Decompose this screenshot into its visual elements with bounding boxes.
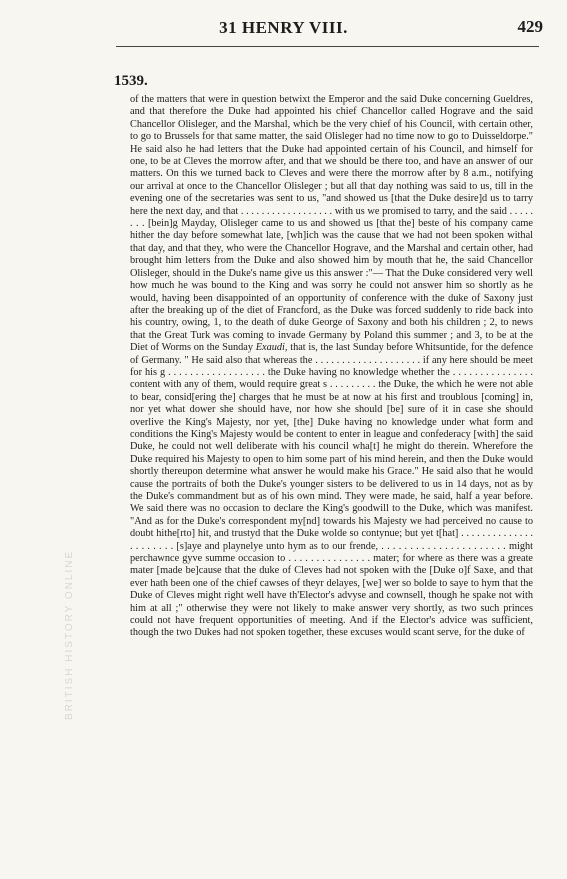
page-header (0, 14, 567, 44)
margin-year: 1539. (114, 73, 148, 89)
watermark: BRITISH HISTORY ONLINE (64, 549, 75, 721)
body-text-part-1: of the matters that were in question betwixt the Emperor and the said Duke concerning Gueldres, and that therefore the Duke had appointed his chief Chancellor called Hograve and the said Chancellor Olisleger, and the Marshal, which be the very chief of his Council, with certain other, to go to Brussels for that same matter, the said Olisleger had no time now to go to Duisseldorpe." He said also he had letters that the Duke had appointed certain of his Council, and himself for one, to be at Cleves the morrow after, and that we should be there too, and have an answer of our matters. On this we turned back to Cleves and were there the morrow after by 8 a.m., notifying our arrival at once to the Chancellor Olisleger ; but all that day nothing was said to us, till in the evening one of the secretaries was sent to us, "and showed us [that the Duke desire]d us to tarry here the next day, and that . . . . . . . . . . . . . . . . . . with us we promised to tarry, and the said . . . . . . . . [bein]g Mayday, Olisleger came to us and showed us [that the] beste of his company came hither the day before somewhat late, [wh]ich was the cause that we had not been spoken withal that day, and that they, who were the Chancellor Hograve, and the Marshal and certain other, had brought him letters from the Duke and also showed him by mouth that he, the said Chancellor Olisleger, should in the Duke's name give us this answer :"— That the Duke considered very well how much he was bound to the King and was sorry he could not answer him so shortly as he would, having been disappointed of an opportunity of conference with the duke of Saxony just after the breaking up of the diet of Francford, as the Duke was forced suddenly to ride back into his country, owing, 1, to the death of duke George of Saxony and both his children ; 2, to news that the Great Turk was coming to invade Germany by Poland this summer ; and 3, to be at the Diet of Worms on the Sunday (130, 94, 533, 354)
running-head: 31 HENRY VIII. (219, 18, 348, 37)
header-rule (116, 46, 539, 47)
body-text-italic: Exaudi, (255, 342, 288, 354)
body-text-part-2: that is, the last Sunday before Whitsuntide, for the defence of Germany. " He said also that whereas the . . . . . . . . . . . . . . . . . . . . if any here should be meet for his g . . . . . . . . . . . . . . . . . . the Duke having no knowledge whether the . . . . . . . . . . . . . . . content with any of them, would require great s . . . . . . . . . the Duke, the which he were not able to bear, consid[ering the] charges that he must be at now at his first and troublous [coming] in, nor yet what dower she should have, nor how she should [be] sure of it in case she should overlive the King's Majesty, nor yet, [the] Duke having no knowledge under what form and conditions the King's Majesty would be content to enter in league and confederacy [with] the said Duke, he could not well deliberate with his council wha[t] he might do therein. Wherefore the Duke required his Majesty to open to him some part of his mind herein, and then the Duke would shortly thereupon determine what answer he would make his Grace." He said also that he would cause the portraits of both the Duke's younger sisters to be delivered to us in 14 days, not as by the Duke's commandment but as of his own mind. They were made, he said, half a year before. We said there was no occasion to declare the King's goodwill to the Duke, which was manifest. "And as for the Duke's correspondent my[nd] towards his Majesty we had perceived no cause to doubt hithe[rto] hit, and trustyd that the Duke wolde so contynue; but yet t[hat] . . . . . . . . . . . . . . . . . . . . . . [s]aye and playnelye unto hym as to our frende, . . . . . . . . . . . . . . . . . . . . . . might perchawnce gyve summe occasion to . . . . . . . . . . . . . . . mater; for where as there was a greate mater [made be]cause that the duke of Cleves had not spoken with the [Duke o]f Saxe, and that ever hath been one of the chief cawses of theyr delayes, [we] wer so bolde to saye to hym that the Duke of Cleves might right well have th'Elector's advyse and cownsell, though he spake not with him at all ;" otherwise they were not likely to make answer very shortly, as two such princes could not have frequent opportunities of meeting. And if the Elector's advice was sufficient, though the two Dukes had not spoken together, these excuses would scant serve, for the duke of (130, 342, 533, 639)
body-text (130, 94, 533, 640)
page-number: 429 (517, 17, 543, 36)
body-paragraph (130, 94, 533, 640)
